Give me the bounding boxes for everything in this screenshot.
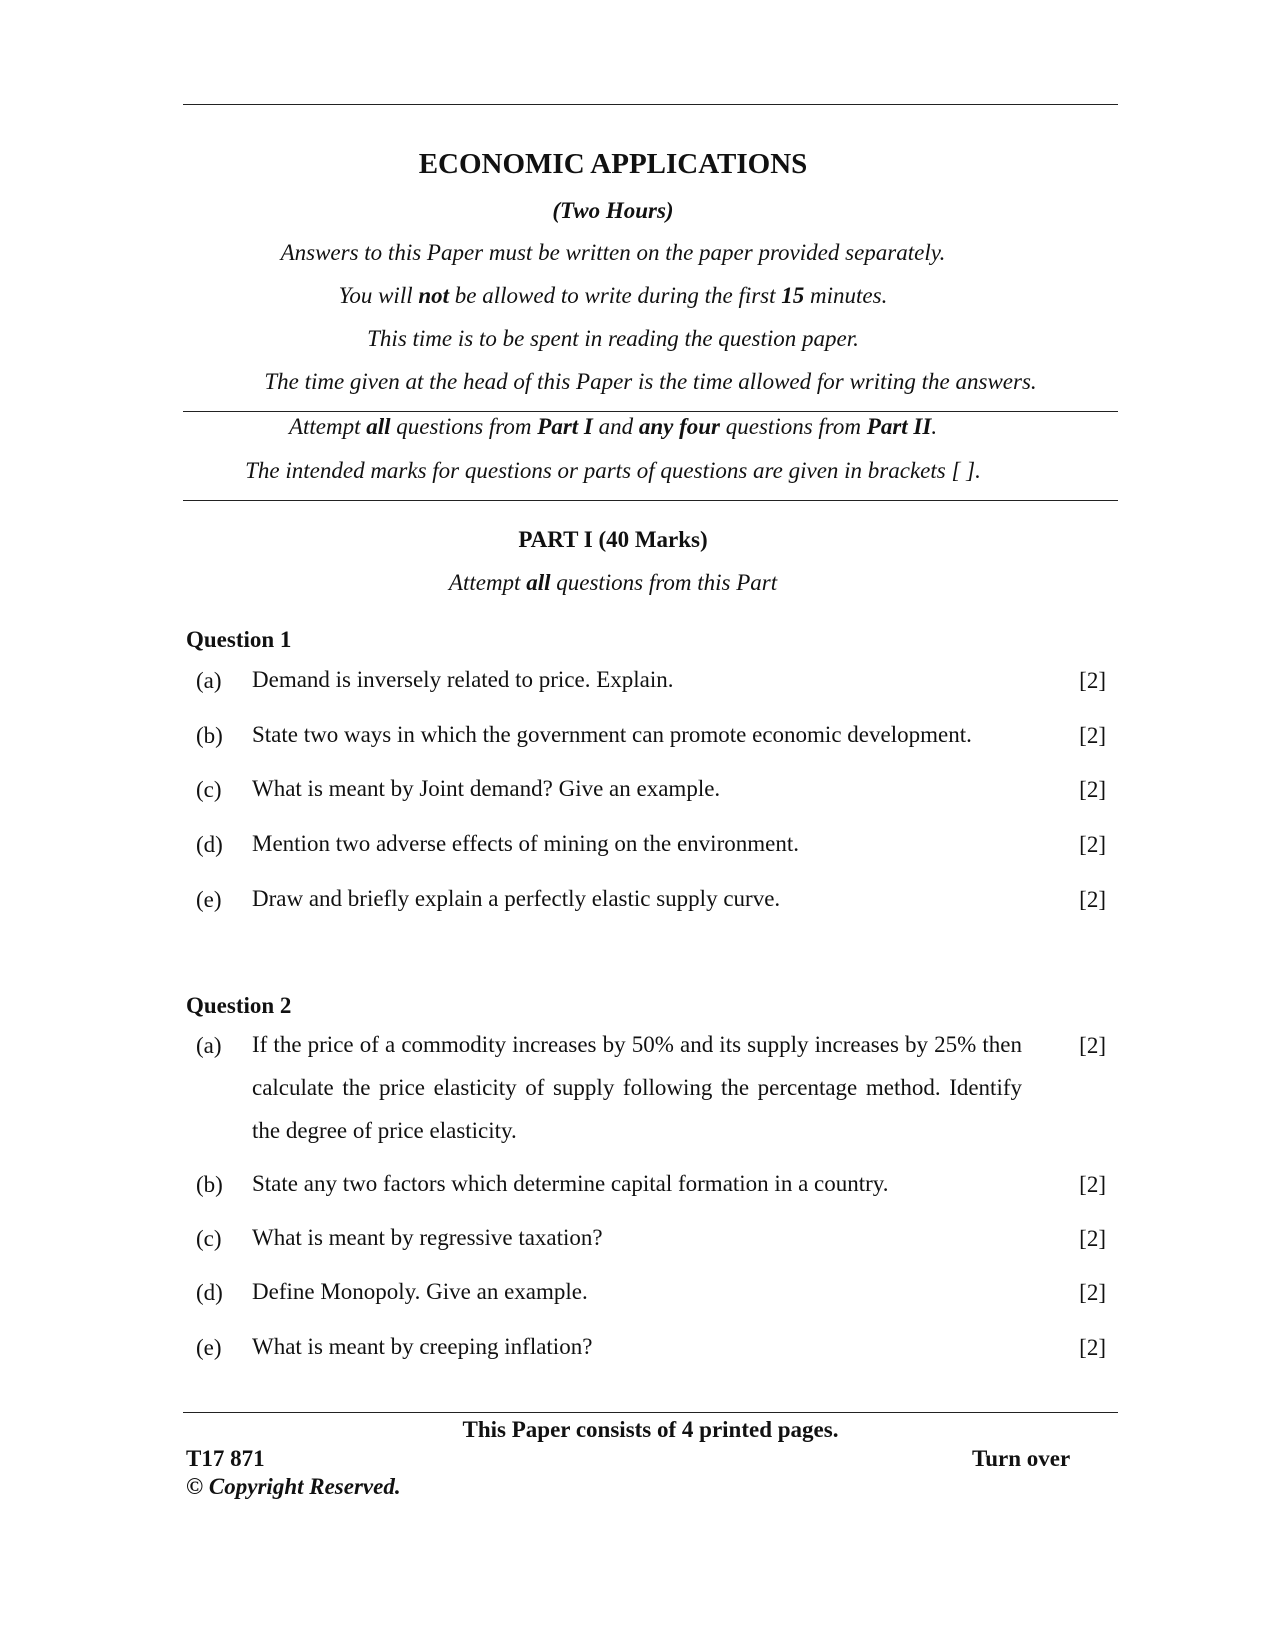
part-label: (a) — [196, 668, 222, 693]
instruction-reading-purpose: This time is to be spent in reading the question paper. — [367, 326, 859, 351]
marks: [2] — [1079, 1033, 1106, 1058]
part-label: (d) — [196, 832, 223, 857]
paper-title: ECONOMIC APPLICATIONS — [418, 148, 808, 180]
question-text: If the price of a commodity increases by 50% and its supply increases by 25% then calculate the price elasticity of supply following the percentage method. Identify the degree of price elasticity. — [252, 1032, 1022, 1143]
part-label: (a) — [196, 1033, 222, 1058]
question-text: Mention two adverse effects of mining on the environment. — [252, 831, 799, 856]
header-bottom-rule — [183, 500, 1118, 501]
marks: [2] — [1079, 1335, 1106, 1360]
instruction-time-allowed: The time given at the head of this Paper is the time allowed for writing the answers. — [264, 369, 1037, 394]
marks: [2] — [1079, 1280, 1106, 1305]
part-label: (c) — [196, 1226, 222, 1251]
question-text: Draw and briefly explain a perfectly elastic supply curve. — [252, 886, 781, 911]
question-1-heading: Question 1 — [186, 627, 292, 652]
turn-over: Turn over — [972, 1446, 1071, 1471]
duration: (Two Hours) — [552, 198, 674, 223]
part-label: (b) — [196, 1172, 223, 1197]
part-label: (e) — [196, 1335, 222, 1360]
part-label: (d) — [196, 1280, 223, 1305]
part-label: (e) — [196, 887, 222, 912]
marks: [2] — [1079, 1172, 1106, 1197]
question-text: What is meant by creeping inflation? — [252, 1334, 593, 1359]
question-text: What is meant by regressive taxation? — [252, 1225, 603, 1250]
question-text: Define Monopoly. Give an example. — [252, 1279, 588, 1304]
attempt-instruction: Attempt all questions from Part I and any four questions from Part II. — [288, 414, 938, 439]
question-text: State two ways in which the government can promote economic development. — [252, 722, 972, 747]
question-text: State any two factors which determine capital formation in a country. — [252, 1171, 889, 1196]
part-label: (c) — [196, 777, 222, 802]
marks: [2] — [1079, 777, 1106, 802]
question-2-heading: Question 2 — [186, 993, 292, 1018]
copyright: © Copyright Reserved. — [186, 1474, 401, 1499]
part-subtitle: Attempt all questions from this Part — [448, 570, 778, 595]
question-2a — [186, 1033, 1106, 1163]
marks-note: The intended marks for questions or parts of questions are given in brackets [ ]. — [245, 458, 981, 483]
question-text: Demand is inversely related to price. Explain. — [252, 667, 674, 692]
paper-code: T17 871 — [186, 1446, 265, 1471]
question-text: What is meant by Joint demand? Give an example. — [252, 776, 721, 801]
part-label: (b) — [196, 723, 223, 748]
footer-rule — [183, 1412, 1118, 1413]
pages-note: This Paper consists of 4 printed pages. — [462, 1417, 839, 1442]
marks: [2] — [1079, 668, 1106, 693]
marks: [2] — [1079, 832, 1106, 857]
instruction-answers: Answers to this Paper must be written on the paper provided separately. — [280, 240, 946, 265]
marks: [2] — [1079, 723, 1106, 748]
instruction-rule — [183, 411, 1118, 412]
part-title: PART I (40 Marks) — [518, 527, 708, 552]
instruction-reading-time: You will not be allowed to write during the first 15 minutes. — [338, 283, 888, 308]
marks: [2] — [1079, 887, 1106, 912]
marks: [2] — [1079, 1226, 1106, 1251]
top-rule — [183, 104, 1118, 105]
